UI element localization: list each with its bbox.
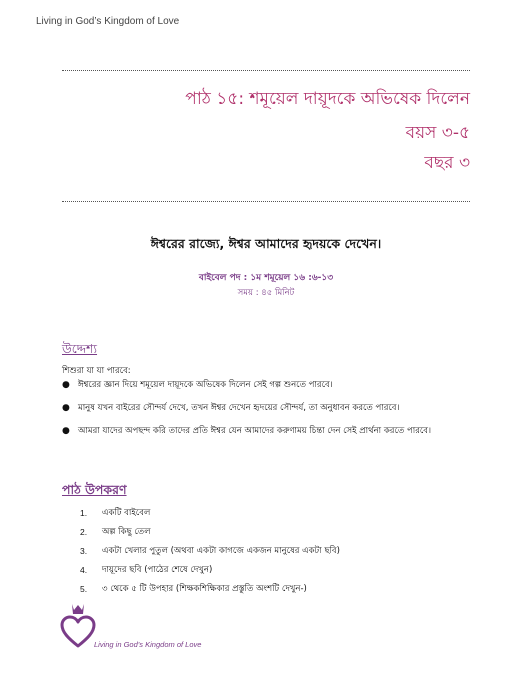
- material-text: একটা খেলার পুতুল (অথবা একটা কাগজে একজন মানুষের একটা ছবি): [102, 546, 340, 556]
- crown-heart-icon: [60, 600, 96, 650]
- objective-text: ঈশ্বরের জ্ঞান দিয়ে শমূয়েল দায়ূদকে অভিষেক দিলেন সেই গল্প শুনতে পারবে।: [78, 380, 333, 390]
- bullet-icon: ●: [62, 380, 70, 390]
- lesson-title: পাঠ ১৫: শমূয়েল দায়ূদকে অভিষেক দিলেন: [185, 89, 470, 109]
- bullet-icon: ●: [62, 403, 70, 413]
- list-item: [80, 542, 460, 561]
- list-item: [62, 424, 472, 439]
- item-number: 1.: [80, 508, 88, 518]
- objectives-list: [62, 378, 472, 447]
- list-item: [62, 378, 472, 393]
- materials-heading: পাঠ উপকরণ: [62, 482, 127, 497]
- materials-list: [80, 504, 460, 599]
- bottom-divider: [62, 201, 470, 202]
- list-item: [62, 401, 472, 416]
- material-text: দায়ূদের ছবি (পাঠের শেষে দেখুন): [102, 565, 213, 575]
- top-divider: [62, 70, 470, 71]
- objectives-heading: উদ্দেশ্য: [62, 341, 98, 356]
- bible-verse: বাইবেল পদ : ১ম শমূয়েল ১৬ :৬-১৩: [198, 273, 334, 283]
- item-number: 5.: [80, 584, 88, 594]
- material-text: অল্প কিছু তেল: [102, 527, 151, 537]
- material-text: একটি বাইবেল: [102, 508, 151, 518]
- footer-text: Living in God’s Kingdom of Love: [94, 640, 202, 649]
- header-title: Living in God’s Kingdom of Love: [36, 16, 180, 27]
- item-number: 3.: [80, 546, 88, 556]
- objectives-intro: শিশুরা যা যা পারবে:: [62, 366, 131, 376]
- list-item: [80, 561, 460, 580]
- list-item: [80, 504, 460, 523]
- objective-text: আমরা যাদের অপছন্দ করি তাদের প্রতি ঈশ্বর যেন আমাদের করুণাময় চিন্তা দেন সেই প্রার্থনা করতে পারবে।: [78, 426, 432, 436]
- bullet-icon: ●: [62, 426, 70, 436]
- item-number: 2.: [80, 527, 88, 537]
- lesson-year: বছর ৩: [424, 153, 470, 173]
- lesson-age: বয়স ৩-৫: [405, 123, 470, 143]
- material-text: ৩ থেকে ৫ টি উপহার (শিক্ষকশিক্ষিকার প্রস্তুতি অংশটি দেখুন-): [102, 584, 307, 594]
- lesson-theme: ঈশ্বরের রাজ্যে, ঈশ্বর আমাদের হৃদয়কে দেখেন।: [150, 236, 382, 251]
- lesson-duration: সময় : ৪৫ মিনিট: [237, 288, 295, 298]
- list-item: [80, 523, 460, 542]
- list-item: [80, 580, 460, 599]
- objective-text: মানুষ যখন বাইরের সৌন্দর্য দেখে, তখন ঈশ্বর দেখেন হৃদয়ের সৌন্দর্য, তা অনুধাবন করতে পারবে।: [78, 403, 400, 413]
- item-number: 4.: [80, 565, 88, 575]
